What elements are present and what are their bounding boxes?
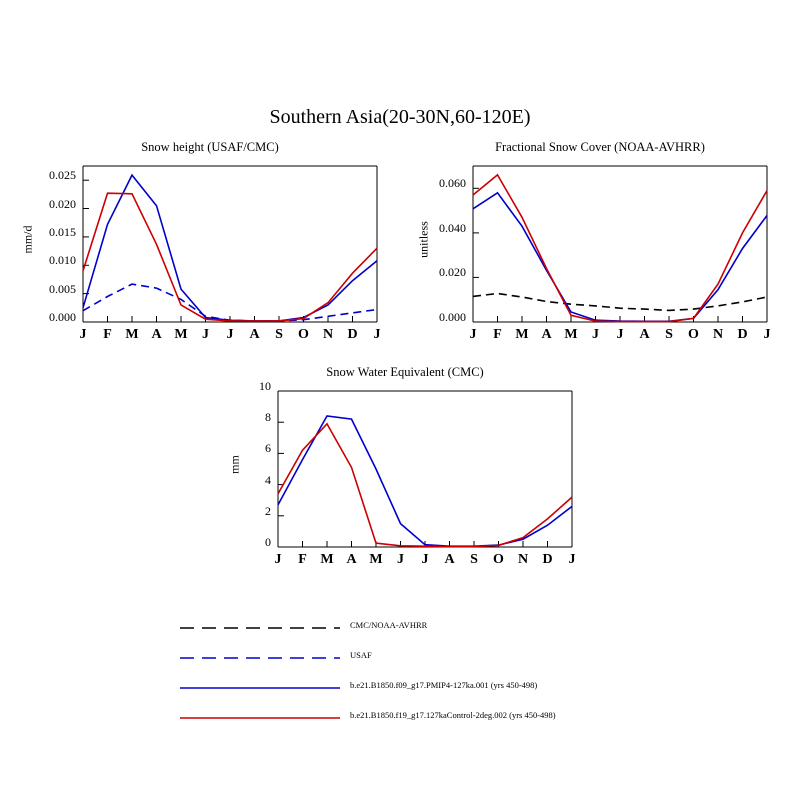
ytick-3: 0.015: [49, 224, 76, 239]
xtick-11: D: [542, 552, 553, 567]
ytick-0: 0.000: [49, 310, 76, 324]
series-line-usaf: [83, 284, 377, 321]
xtick-7: A: [444, 552, 455, 567]
series-line-control: [278, 424, 572, 547]
ytick-4: 8: [265, 410, 271, 425]
xtick-11: D: [737, 327, 748, 342]
xtick-11: D: [347, 327, 358, 342]
xtick-10: N: [517, 552, 529, 567]
xtick-8: S: [275, 327, 283, 342]
ytick-1: 0.005: [49, 281, 76, 296]
legend-label-pmip4: b.e21.B1850.f09_g17.PMIP4-127ka.001 (yrs 450-498): [350, 680, 538, 690]
ytick-5: 10: [259, 379, 271, 393]
series-line-control: [83, 193, 377, 321]
legend: [180, 620, 640, 730]
xtick-0: J: [469, 327, 477, 342]
legend-label-control: b.e21.B1850.f19_g17.127kaControl-2deg.002 (yrs 450-498): [350, 710, 556, 720]
legend-label-cmc-noaa: CMC/NOAA-AVHRR: [350, 620, 428, 630]
legend-swatch-pmip4: [180, 686, 340, 690]
legend-label-usaf: USAF: [350, 650, 372, 660]
xtick-2: M: [125, 327, 139, 342]
xtick-10: N: [322, 327, 334, 342]
ytick-2: 0.040: [439, 220, 466, 235]
ytick-1: 2: [265, 503, 271, 518]
legend-item-control: [180, 710, 640, 730]
plot-area-snow-water-equivalent: [215, 379, 595, 565]
panel-title-fractional-snow-cover: Fractional Snow Cover (NOAA-AVHRR): [495, 140, 705, 154]
xtick-1: F: [493, 327, 502, 342]
panel-fractional-snow-cover: [410, 140, 790, 340]
series-line-pmip4: [278, 416, 572, 546]
xtick-9: O: [493, 552, 504, 567]
legend-swatch-control: [180, 716, 340, 720]
xtick-5: J: [592, 327, 599, 342]
ytick-2: 0.010: [49, 253, 76, 268]
y-axis-label-snow-water-equivalent: mm: [227, 455, 242, 474]
plot-area-fractional-snow-cover: [410, 154, 790, 340]
plot-area-snow-height: [20, 154, 400, 340]
xtick-3: A: [541, 327, 552, 342]
xtick-6: J: [421, 552, 429, 567]
xtick-4: M: [369, 552, 383, 567]
xtick-8: S: [665, 327, 673, 342]
xtick-5: J: [397, 552, 404, 567]
legend-item-usaf: [180, 650, 640, 670]
ytick-4: 0.020: [49, 196, 76, 211]
ytick-3: 6: [265, 441, 271, 456]
xtick-9: O: [298, 327, 309, 342]
xtick-0: J: [79, 327, 87, 342]
xtick-6: J: [616, 327, 624, 342]
xtick-2: M: [320, 552, 334, 567]
xtick-9: O: [688, 327, 699, 342]
panel-title-snow-water-equivalent: Snow Water Equivalent (CMC): [326, 365, 484, 379]
xtick-4: M: [564, 327, 578, 342]
xtick-7: A: [639, 327, 650, 342]
xtick-3: A: [151, 327, 162, 342]
legend-swatch-cmc-noaa: [180, 626, 340, 630]
legend-swatch-usaf: [180, 656, 340, 660]
y-axis-label-snow-height: mm/d: [20, 225, 35, 254]
xtick-2: M: [515, 327, 529, 342]
xtick-1: F: [103, 327, 112, 342]
xtick-12: J: [373, 327, 381, 342]
legend-item-cmc-noaa: [180, 620, 640, 640]
xtick-4: M: [174, 327, 188, 342]
xtick-3: A: [346, 552, 357, 567]
series-line-pmip4: [83, 175, 377, 321]
ytick-3: 0.060: [439, 176, 466, 191]
figure-title: Southern Asia(20-30N,60-120E): [269, 106, 531, 128]
series-line-control: [473, 175, 767, 322]
panel-snow-height: [20, 140, 400, 340]
ytick-0: 0.000: [439, 310, 466, 324]
xtick-1: F: [298, 552, 307, 567]
panel-title-snow-height: Snow height (USAF/CMC): [141, 140, 279, 154]
ytick-5: 0.025: [49, 168, 76, 183]
ytick-2: 4: [265, 472, 271, 487]
xtick-7: A: [249, 327, 260, 342]
xtick-12: J: [568, 552, 576, 567]
ytick-1: 0.020: [439, 265, 466, 280]
xtick-12: J: [763, 327, 771, 342]
xtick-5: J: [202, 327, 209, 342]
xtick-0: J: [274, 552, 282, 567]
ytick-0: 0: [265, 535, 271, 549]
xtick-8: S: [470, 552, 478, 567]
xtick-6: J: [226, 327, 234, 342]
series-line-cmc-noaa: [473, 294, 767, 311]
panel-snow-water-equivalent: [215, 365, 595, 565]
y-axis-label-fractional-snow-cover: unitless: [416, 221, 431, 258]
series-line-pmip4: [473, 193, 767, 321]
xtick-10: N: [712, 327, 724, 342]
legend-item-pmip4: [180, 680, 640, 700]
